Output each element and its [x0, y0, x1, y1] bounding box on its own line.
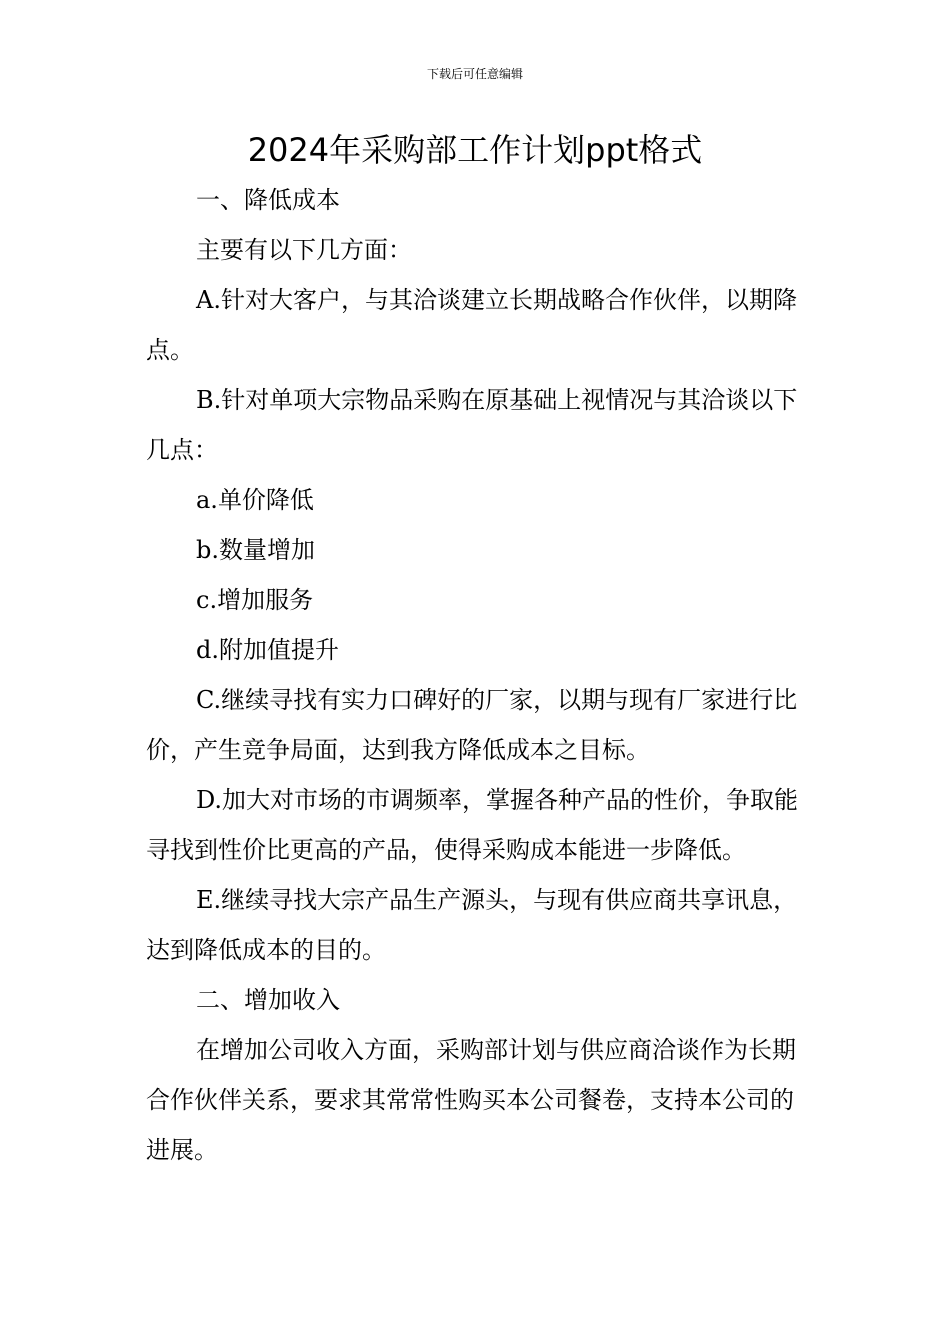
paragraph-item-c: C.继续寻找有实力口碑好的厂家，以期与现有厂家进行比价，产生竞争局面，达到我方降低成本之目标。 [146, 686, 798, 764]
paragraph-intro: 主要有以下几方面： [196, 236, 412, 264]
paragraph-income: 在增加公司收入方面，采购部计划与供应商洽谈作为长期合作伙伴关系，要求其常常性购买本公司餐卷，支持本公司的进展。 [146, 1036, 796, 1164]
paragraph-item-e: E.继续寻找大宗产品生产源头，与现有供应商共享讯息，达到降低成本的目的。 [146, 886, 798, 964]
header-note: 下载后可任意编辑 [426, 67, 523, 81]
list-item-d-lower: d.附加值提升 [196, 636, 339, 664]
paragraph-item-b: B.针对单项大宗物品采购在原基础上视情况与其洽谈以下几点： [146, 386, 798, 464]
document-title: 2024年采购部工作计划ppt格式 [247, 131, 703, 169]
section-heading-reduce-cost: 一、降低成本 [196, 186, 340, 214]
paragraph-item-d: D.加大对市场的市调频率，掌握各种产品的性价，争取能寻找到性价比更高的产品，使得采购成本能进一步降低。 [146, 786, 799, 864]
list-item-a-lower: a.单价降低 [196, 486, 314, 514]
document-body [146, 175, 806, 1175]
section-heading-increase-income: 二、增加收入 [196, 986, 340, 1014]
paragraph-item-a: A.针对大客户，与其洽谈建立长期战略合作伙伴，以期降点。 [146, 286, 797, 364]
list-item-b-lower: b.数量增加 [196, 536, 315, 564]
list-item-c-lower: c.增加服务 [196, 586, 314, 614]
